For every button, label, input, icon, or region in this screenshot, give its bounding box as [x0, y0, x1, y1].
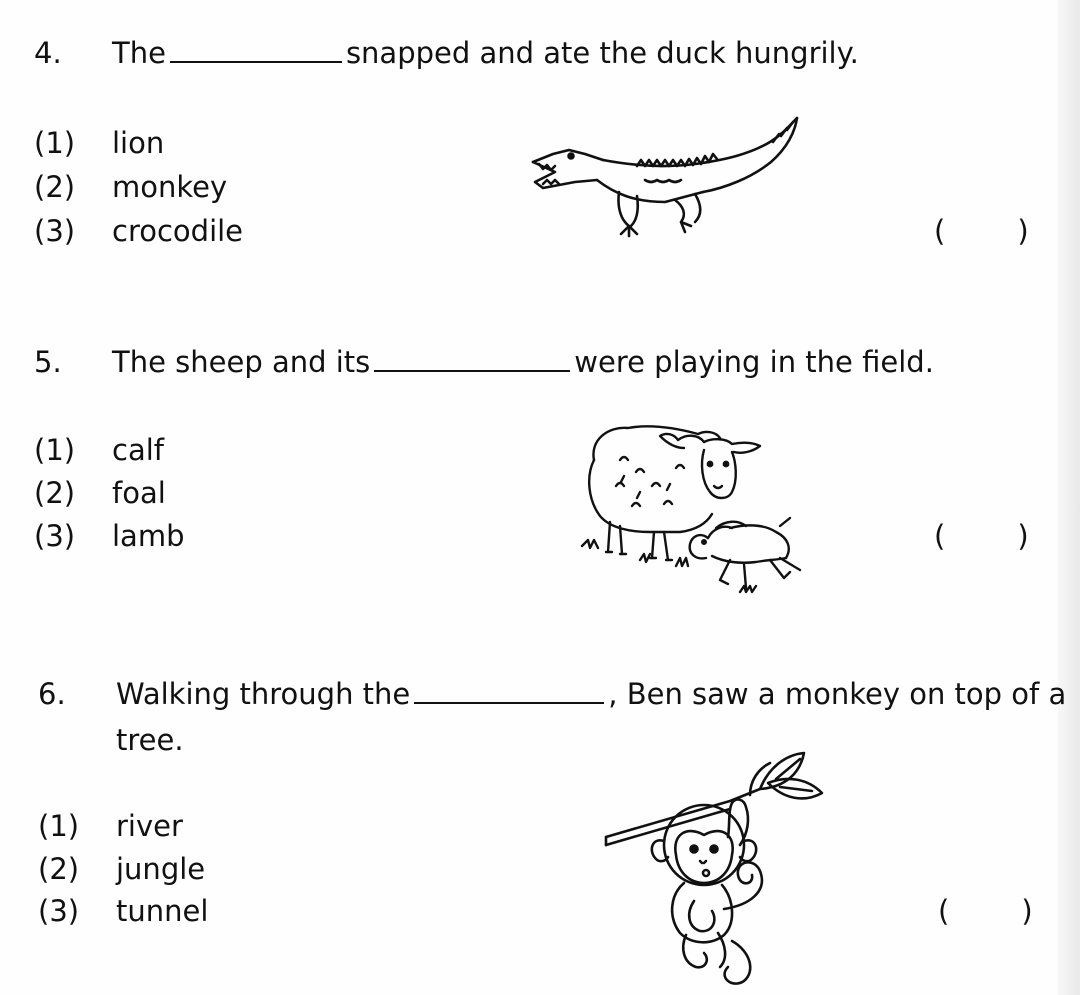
question-number: 4. — [34, 36, 62, 70]
question-stem — [112, 344, 934, 380]
option-text: lion — [112, 126, 165, 160]
stem-after: snapped and ate the duck hungrily. — [345, 36, 859, 70]
option-text: tunnel — [116, 894, 209, 928]
option-text: calf — [112, 433, 164, 467]
page-edge — [1058, 0, 1080, 995]
option-number: (1) — [34, 126, 76, 160]
option-number: (2) — [38, 852, 80, 886]
answer-blank[interactable] — [170, 37, 342, 63]
option-text: crocodile — [112, 214, 244, 248]
answer-blank[interactable] — [414, 678, 604, 704]
option-number: (2) — [34, 170, 76, 204]
option-number: (2) — [34, 476, 76, 510]
answer-paren-open: ( — [938, 894, 950, 928]
option-text: foal — [112, 476, 166, 510]
question-number: 5. — [34, 345, 62, 379]
question-stem — [116, 676, 1066, 712]
option-number: (3) — [34, 214, 76, 248]
stem-before: Walking through the — [116, 677, 411, 711]
option-text: river — [116, 809, 183, 843]
option-number: (1) — [34, 433, 76, 467]
question-number: 6. — [38, 677, 66, 711]
answer-paren-open: ( — [934, 214, 946, 248]
option-number: (3) — [34, 519, 76, 553]
stem-before: The — [112, 36, 166, 70]
question-stem-line-2: tree. — [116, 723, 184, 757]
crocodile-icon — [525, 110, 810, 250]
answer-paren-close: ) — [1017, 214, 1029, 248]
stem-after: , Ben saw a monkey on top of a — [608, 677, 1067, 711]
stem-after: were playing in the field. — [574, 345, 934, 379]
answer-paren-open: ( — [934, 519, 946, 553]
option-text: monkey — [112, 170, 228, 204]
option-text: jungle — [116, 852, 206, 886]
answer-paren-close: ) — [1017, 519, 1029, 553]
answer-paren-close: ) — [1021, 894, 1033, 928]
stem-before: The sheep and its — [112, 345, 371, 379]
question-stem — [112, 35, 859, 71]
option-number: (1) — [38, 809, 80, 843]
sheep-and-lamb-icon — [580, 420, 830, 600]
option-number: (3) — [38, 894, 80, 928]
answer-box[interactable] — [934, 518, 1029, 554]
monkey-on-branch-icon — [600, 745, 835, 990]
answer-box[interactable] — [934, 213, 1029, 249]
answer-blank[interactable] — [374, 346, 570, 372]
option-text: lamb — [112, 519, 185, 553]
answer-box[interactable] — [938, 893, 1033, 929]
